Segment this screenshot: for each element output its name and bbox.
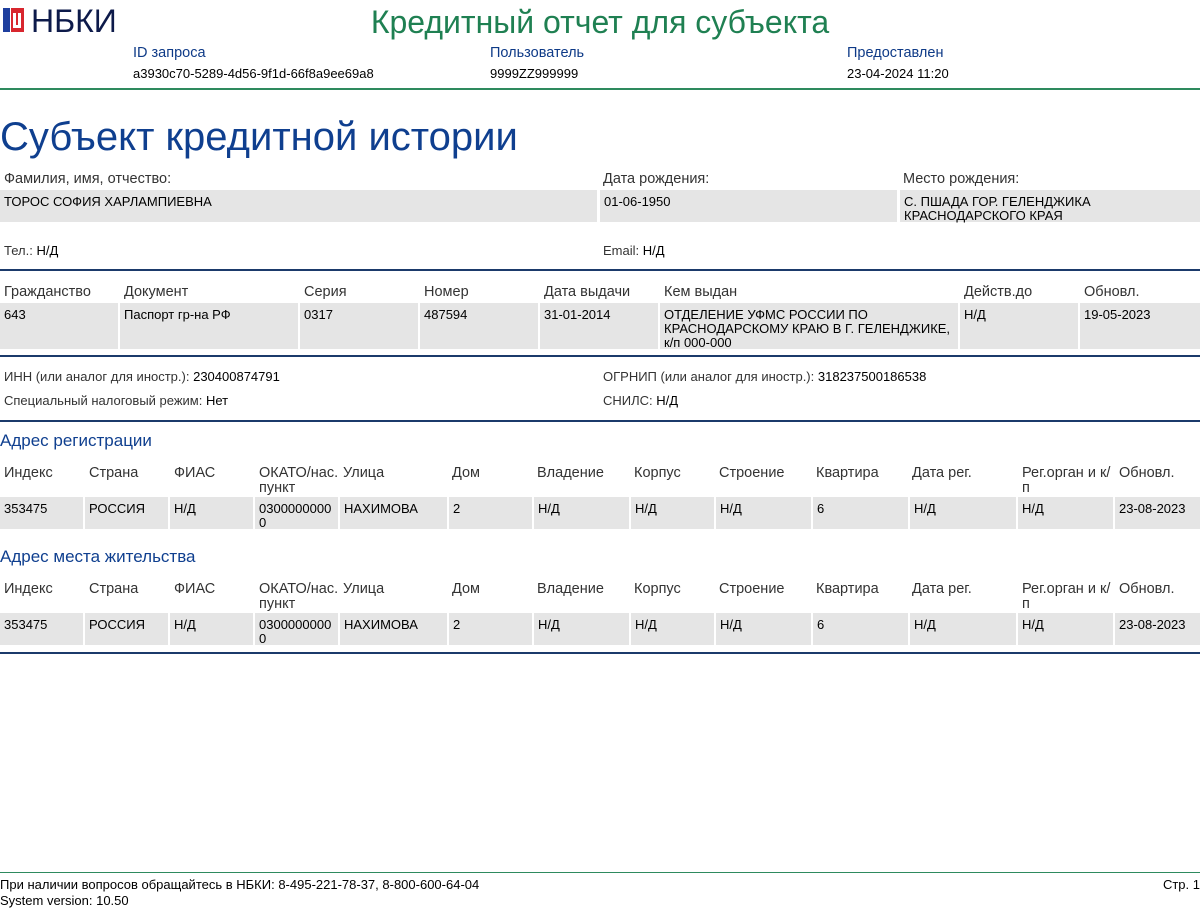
res-reg-authority: Н/Д: [1018, 613, 1113, 645]
inn-value: 230400874791: [193, 369, 280, 384]
reg-updated: 23-08-2023: [1115, 497, 1200, 529]
res-header-reg-authority: Рег.орган и к/п: [1022, 581, 1111, 612]
provided-value: 23-04-2024 11:20: [847, 66, 949, 81]
res-ownership: Н/Д: [534, 613, 629, 645]
email-field: [603, 243, 665, 258]
reg-reg-date: Н/Д: [910, 497, 1016, 529]
doc-header-number: Номер: [424, 284, 469, 300]
res-header-house: Дом: [452, 581, 481, 597]
ogrnip-field: [603, 369, 926, 384]
doc-valid-until: Н/Д: [960, 303, 1078, 349]
res-header-country: Страна: [89, 581, 139, 597]
doc-number: 487594: [420, 303, 538, 349]
email-label: Email:: [603, 243, 640, 258]
doc-series: 0317: [300, 303, 418, 349]
footer-divider: [0, 872, 1200, 873]
doc-issue-date: 31-01-2014: [540, 303, 658, 349]
res-header-apartment: Квартира: [816, 581, 879, 597]
reg-ownership: Н/Д: [534, 497, 629, 529]
reg-header-ownership: Владение: [537, 465, 604, 481]
residence-address-table: [0, 582, 1200, 644]
res-updated: 23-08-2023: [1115, 613, 1200, 645]
fio-value: ТОРОС СОФИЯ ХАРЛАМПИЕВНА: [0, 190, 597, 222]
doc-header-updated: Обновл.: [1084, 284, 1140, 300]
res-header-okato: ОКАТО/нас. пункт: [259, 581, 339, 612]
reg-header-apartment: Квартира: [816, 465, 879, 481]
doc-type: Паспорт гр-на РФ: [120, 303, 298, 349]
pob-label: Место рождения:: [903, 171, 1020, 187]
reg-header-reg-date: Дата рег.: [912, 465, 972, 481]
res-header-fias: ФИАС: [174, 581, 216, 597]
reg-street: НАХИМОВА: [340, 497, 447, 529]
ogrnip-value: 318237500186538: [817, 369, 927, 384]
reg-block: Н/Д: [631, 497, 714, 529]
phone-label: Тел.:: [4, 243, 33, 258]
res-house: 2: [449, 613, 532, 645]
dob-value: 01-06-1950: [600, 190, 897, 222]
section-title: Субъект кредитной истории: [0, 115, 518, 159]
ogrnip-label: ОГРНИП (или аналог для иностр.):: [603, 369, 815, 384]
doc-header-valid-until: Действ.до: [964, 284, 1033, 300]
divider-1: [0, 269, 1200, 271]
footer-contact: При наличии вопросов обращайтесь в НБКИ: 8-495-221-78-37, 8-800-600-64-04: [0, 877, 480, 892]
res-okato: 03000000000: [255, 613, 338, 645]
phone-value: Н/Д: [36, 243, 59, 258]
reg-header-index: Индекс: [4, 465, 53, 481]
request-id-label: ID запроса: [133, 45, 206, 61]
registration-address-title: Адрес регистрации: [0, 431, 152, 450]
res-building: Н/Д: [716, 613, 811, 645]
user-value: 9999ZZ999999: [490, 66, 579, 81]
registration-address-table: [0, 466, 1200, 528]
inn-label: ИНН (или аналог для иностр.):: [4, 369, 190, 384]
tax-regime-label: Специальный налоговый режим:: [4, 393, 203, 408]
doc-citizenship: 643: [0, 303, 118, 349]
doc-header-issue-date: Дата выдачи: [544, 284, 631, 300]
header-divider: [0, 88, 1200, 90]
request-id-value: a3930c70-5289-4d56-9f1d-66f8a9ee69a8: [133, 66, 374, 81]
res-header-building: Строение: [719, 581, 785, 597]
reg-header-okato: ОКАТО/нас. пункт: [259, 465, 339, 496]
res-header-index: Индекс: [4, 581, 53, 597]
inn-field: [4, 369, 280, 384]
reg-building: Н/Д: [716, 497, 811, 529]
dob-label: Дата рождения:: [603, 171, 710, 187]
res-street: НАХИМОВА: [340, 613, 447, 645]
reg-apartment: 6: [813, 497, 908, 529]
reg-reg-authority: Н/Д: [1018, 497, 1113, 529]
reg-header-country: Страна: [89, 465, 139, 481]
doc-updated: 19-05-2023: [1080, 303, 1200, 349]
tax-regime-value: Нет: [205, 393, 229, 408]
snils-value: Н/Д: [656, 393, 679, 408]
footer-version: System version: 10.50: [0, 893, 129, 908]
divider-4: [0, 652, 1200, 654]
snils-field: [603, 393, 678, 408]
reg-header-updated: Обновл.: [1119, 465, 1175, 481]
reg-header-house: Дом: [452, 465, 481, 481]
res-reg-date: Н/Д: [910, 613, 1016, 645]
provided-label: Предоставлен: [847, 45, 944, 61]
res-header-updated: Обновл.: [1119, 581, 1175, 597]
doc-header-series: Серия: [304, 284, 347, 300]
user-label: Пользователь: [490, 45, 585, 61]
reg-header-block: Корпус: [634, 465, 681, 481]
doc-header-citizenship: Гражданство: [4, 284, 91, 300]
report-title: Кредитный отчет для субъекта: [370, 4, 830, 40]
reg-header-reg-authority: Рег.орган и к/п: [1022, 465, 1111, 496]
divider-3: [0, 420, 1200, 422]
reg-fias: Н/Д: [170, 497, 253, 529]
res-header-ownership: Владение: [537, 581, 604, 597]
res-header-street: Улица: [343, 581, 385, 597]
res-country: РОССИЯ: [85, 613, 168, 645]
doc-header-document: Документ: [124, 284, 189, 300]
fio-label: Фамилия, имя, отчество:: [4, 171, 172, 187]
reg-country: РОССИЯ: [85, 497, 168, 529]
logo-text: НБКИ: [31, 3, 117, 39]
res-header-block: Корпус: [634, 581, 681, 597]
doc-header-issued-by: Кем выдан: [664, 284, 738, 300]
reg-header-fias: ФИАС: [174, 465, 216, 481]
divider-2: [0, 355, 1200, 357]
reg-header-building: Строение: [719, 465, 785, 481]
footer-page-number: Стр. 1: [1162, 877, 1200, 892]
email-value: Н/Д: [642, 243, 665, 258]
reg-house: 2: [449, 497, 532, 529]
res-apartment: 6: [813, 613, 908, 645]
residence-address-title: Адрес места жительства: [0, 547, 196, 566]
snils-label: СНИЛС:: [603, 393, 653, 408]
res-index: 353475: [0, 613, 83, 645]
phone-field: [4, 243, 58, 258]
pob-value: С. ПШАДА ГОР. ГЕЛЕНДЖИКА КРАСНОДАРСКОГО КРАЯ: [900, 190, 1200, 222]
reg-header-street: Улица: [343, 465, 385, 481]
tax-regime-field: [4, 393, 228, 408]
res-block: Н/Д: [631, 613, 714, 645]
res-fias: Н/Д: [170, 613, 253, 645]
doc-issued-by: ОТДЕЛЕНИЕ УФМС РОССИИ ПО КРАСНОДАРСКОМУ КРАЮ В Г. ГЕЛЕНДЖИКЕ, к/п 000-000: [660, 303, 958, 349]
reg-okato: 03000000000: [255, 497, 338, 529]
reg-index: 353475: [0, 497, 83, 529]
res-header-reg-date: Дата рег.: [912, 581, 972, 597]
